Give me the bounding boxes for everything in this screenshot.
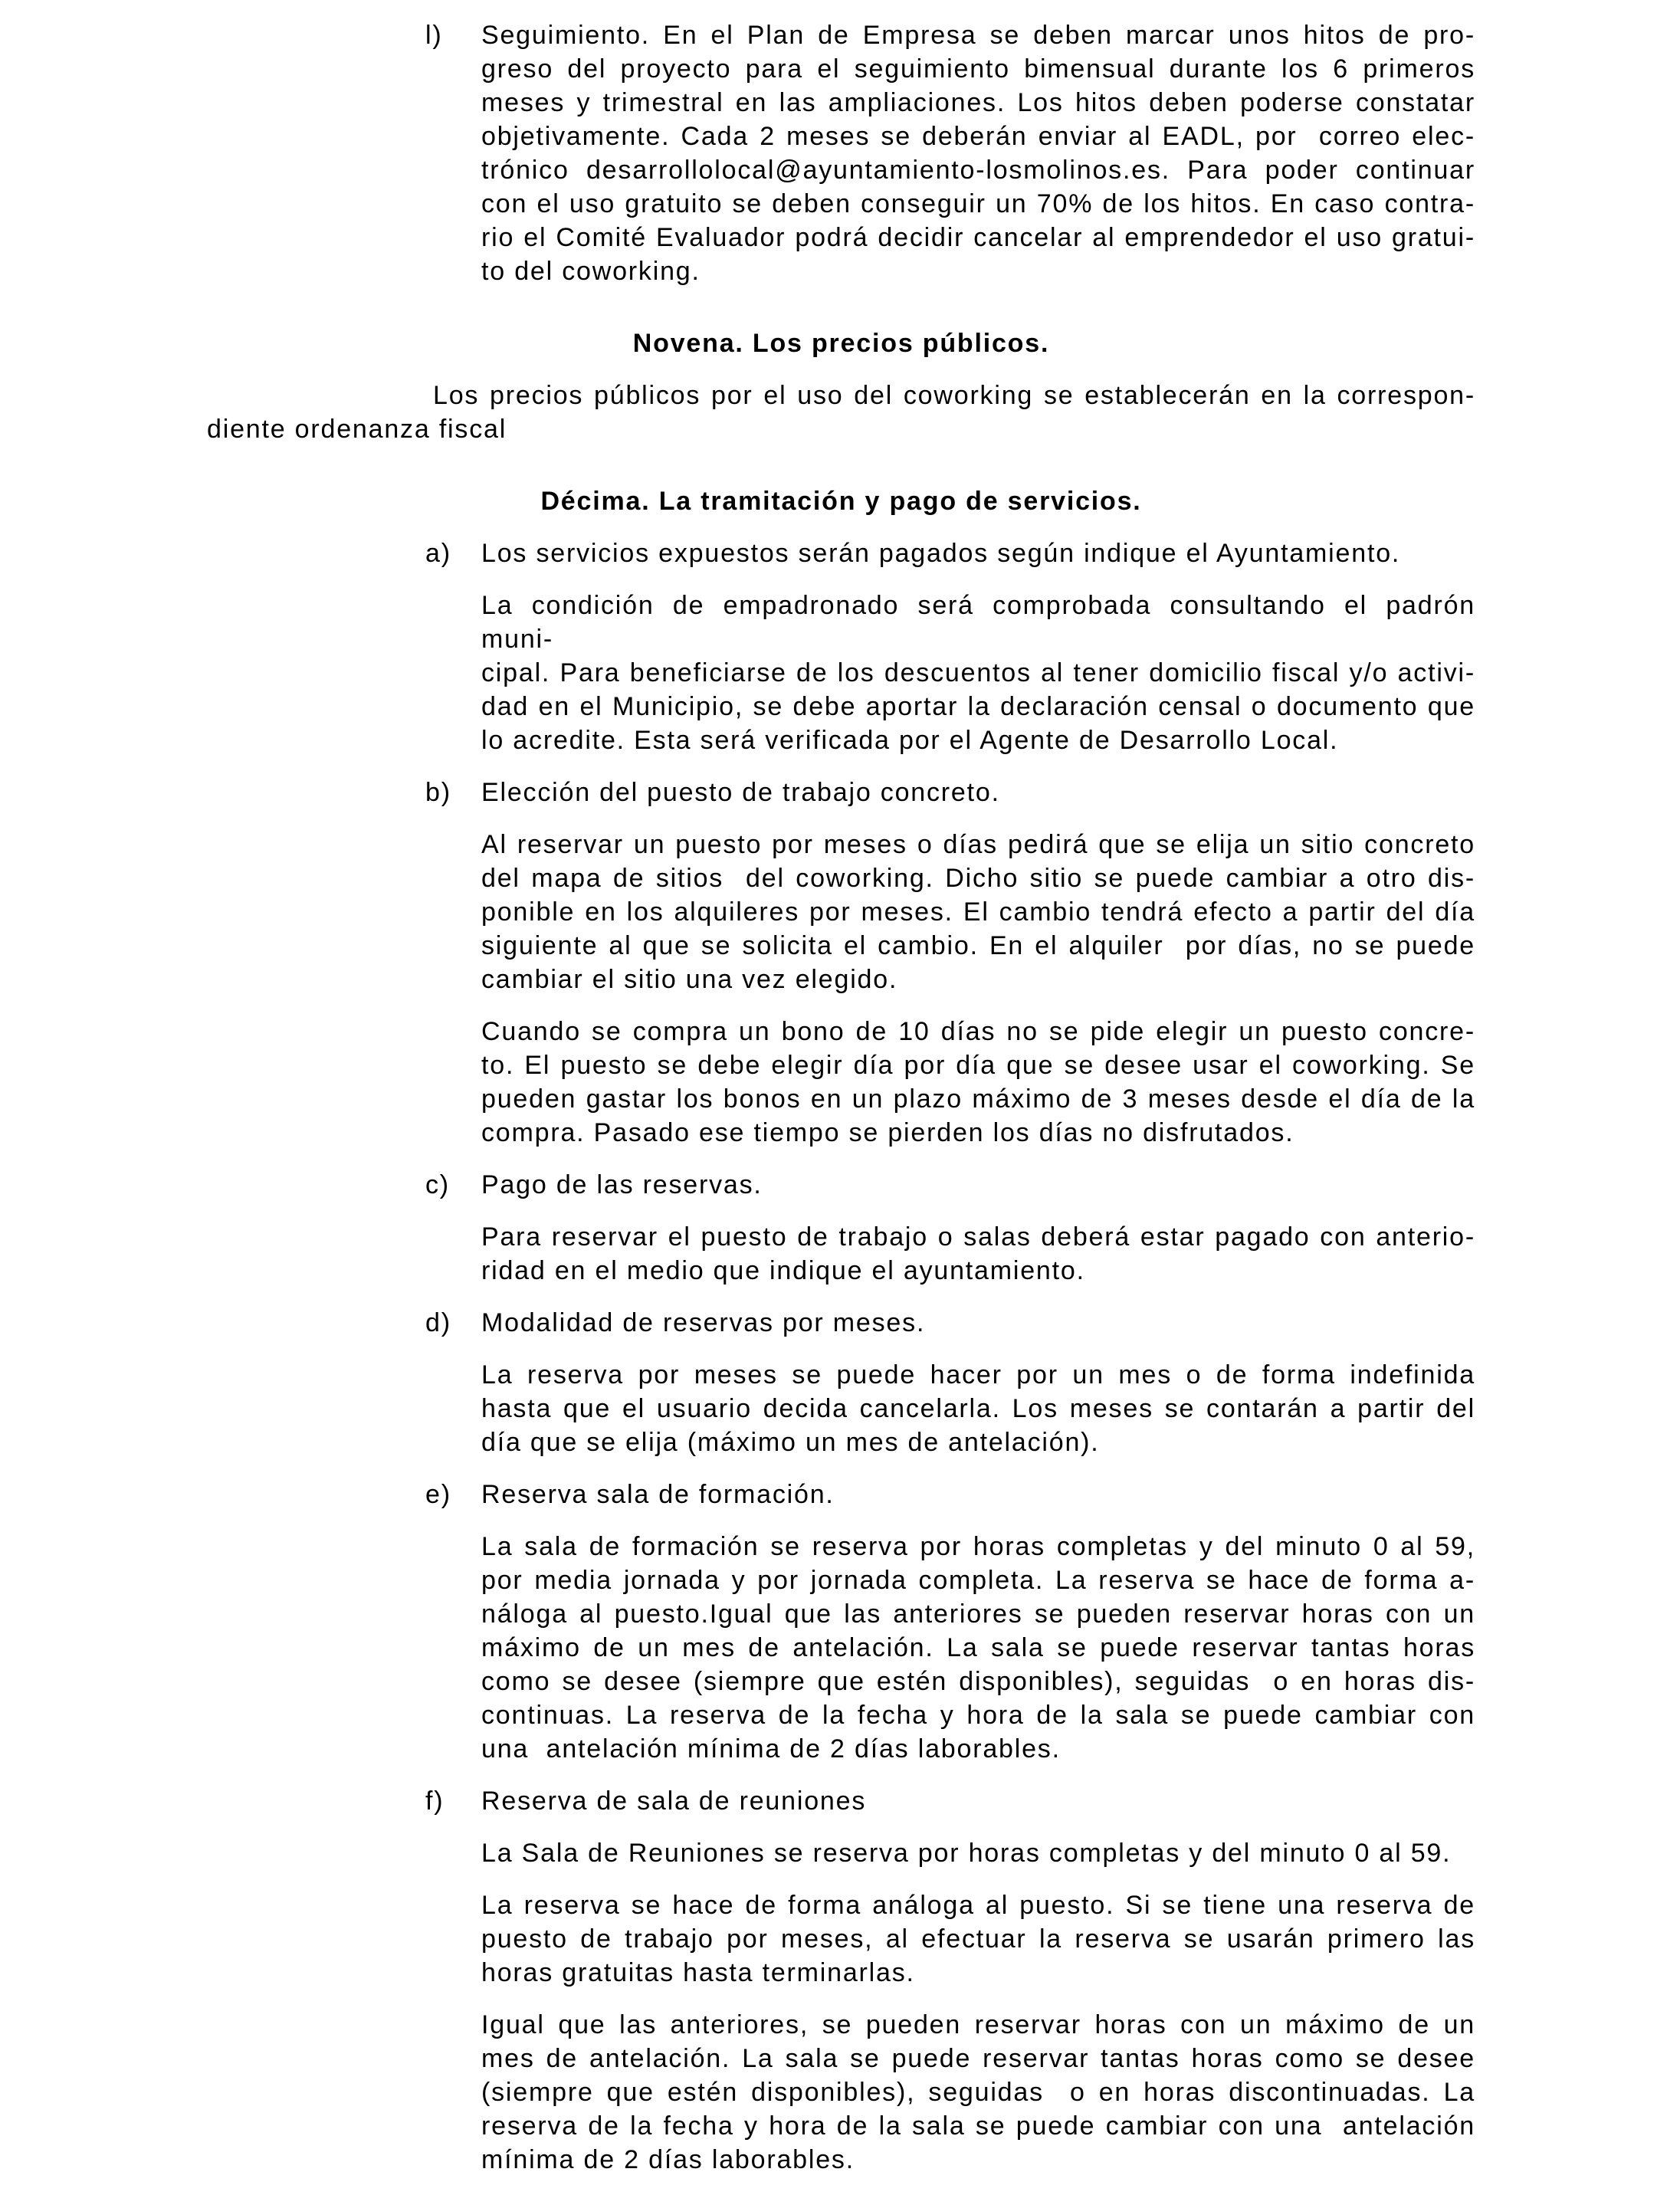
text-line: pueden gastar los bonos en un plazo máximo de 3 meses desde el día de la [481, 1084, 1475, 1114]
text-line: horas gratuitas hasta terminarlas. [481, 1958, 915, 1987]
clause-f-paragraph-2 [207, 1888, 1475, 1990]
list-marker: e) [425, 1480, 451, 1509]
paragraph-precios-publicos [207, 379, 1475, 446]
text-line: Modalidad de reservas por meses. [481, 1308, 926, 1337]
paragraph-lines [481, 2008, 1475, 2177]
paragraph-lines [481, 1836, 1475, 1870]
paragraph-lines [481, 1306, 1475, 1340]
clause-a [207, 536, 1475, 570]
text-line: La sala de formación se reserva por horas completas y del minuto 0 al 59, [481, 1532, 1475, 1561]
text-line: Cuando se compra un bono de 10 días no se pide elegir un puesto concre- [481, 1017, 1475, 1046]
text-line: por media jornada y por jornada completa. La reserva se hace de forma a- [481, 1566, 1475, 1595]
list-marker: l) [425, 21, 443, 50]
text-line: Elección del puesto de trabajo concreto. [481, 778, 1000, 807]
text-line: Al reservar un puesto por meses o días pedirá que se elija un sitio concreto [481, 830, 1475, 859]
clause-a-paragraph [207, 589, 1485, 757]
text-line: (siempre que estén disponibles), seguidas o en horas discontinuadas. La [481, 2078, 1475, 2107]
paragraph-lines [481, 589, 1485, 757]
text-line: ridad en el medio que indique el ayuntamiento. [481, 1256, 1085, 1285]
text-line: máximo de un mes de antelación. La sala se puede reservar tantas horas [481, 1633, 1475, 1662]
text-line: La Sala de Reuniones se reserva por horas completas y del minuto 0 al 59. [481, 1839, 1452, 1868]
clause-c [207, 1168, 1475, 1202]
text-line: puesto de trabajo por meses, al efectuar la reserva se usarán primero las [481, 1924, 1475, 1954]
paragraph-lines [481, 1530, 1475, 1766]
text-line: con el uso gratuito se deben conseguir un 70% de los hitos. En caso contra- [481, 189, 1475, 218]
text-line: La condición de empadronado será comprobada consultando el padrón muni- [481, 591, 1485, 654]
clause-f-paragraph-3 [207, 2008, 1475, 2177]
text-line: reserva de la fecha y hora de la sala se puede cambiar con una antelación [481, 2111, 1475, 2141]
text-line: dad en el Municipio, se debe aportar la declaración censal o documento que [481, 692, 1475, 721]
text-line: día que se elija (máximo un mes de antelación). [481, 1428, 1100, 1457]
text-line: ponible en los alquileres por meses. El cambio tendrá efecto a partir del día [481, 897, 1475, 927]
text-line: diente ordenanza fiscal [207, 415, 507, 444]
text-line: Los precios públicos por el uso del coworking se establecerán en la correspon- [433, 381, 1475, 410]
clause-d [207, 1306, 1475, 1340]
text-line: trónico desarrollolocal@ayuntamiento-losmolinos.es. Para poder continuar [481, 156, 1475, 185]
clause-e [207, 1478, 1475, 1511]
text-line: siguiente al que se solicita el cambio. En el alquiler por días, no se puede [481, 931, 1475, 960]
clause-f [207, 1784, 1475, 1818]
heading-novena: Novena. Los precios públicos. [632, 329, 1050, 358]
text-line: rio el Comité Evaluador podrá decidir cancelar al emprendedor el uso gratui- [481, 223, 1475, 252]
paragraph-lines [481, 536, 1475, 570]
clause-l [207, 18, 1475, 288]
list-marker: a) [425, 539, 451, 568]
clause-b-paragraph-2 [207, 1015, 1475, 1150]
text-line: mínima de 2 días laborables. [481, 2145, 855, 2174]
list-marker: c) [425, 1170, 450, 1199]
clause-e-paragraph [207, 1530, 1475, 1766]
text-line: Para reservar el puesto de trabajo o salas deberá estar pagado con anterio- [481, 1222, 1475, 1252]
text-line: hasta que el usuario decida cancelarla. Los meses se contarán a partir del [481, 1394, 1475, 1423]
text-line: Reserva de sala de reuniones [481, 1787, 867, 1816]
text-line: La reserva por meses se puede hacer por un mes o de forma indefinida [481, 1360, 1475, 1390]
paragraph-lines [481, 776, 1475, 809]
text-line: to del coworking. [481, 257, 701, 286]
text-line: meses y trimestral en las ampliaciones. Los hitos deben poderse constatar [481, 88, 1475, 117]
list-marker: d) [425, 1308, 451, 1337]
paragraph-lines [481, 1784, 1475, 1818]
text-line: una antelación mínima de 2 días laborables. [481, 1734, 1061, 1764]
paragraph-lines [481, 1888, 1475, 1990]
text-line: Seguimiento. En el Plan de Empresa se deben marcar unos hitos de pro- [481, 21, 1475, 50]
text-line: compra. Pasado ese tiempo se pierden los días no disfrutados. [481, 1118, 1294, 1147]
paragraph-lines [207, 379, 1475, 446]
paragraph-lines [481, 18, 1475, 288]
heading-decima: Décima. La tramitación y pago de servicios. [540, 487, 1142, 516]
text-line: Igual que las anteriores, se pueden reservar horas con un máximo de un [481, 2010, 1475, 2039]
paragraph-lines [481, 1358, 1475, 1459]
clause-b [207, 776, 1475, 809]
text-line: to. El puesto se debe elegir día por día que se desee usar el coworking. Se [481, 1051, 1475, 1080]
text-line: mes de antelación. La sala se puede reservar tantas horas como se desee [481, 2044, 1475, 2073]
list-marker: b) [425, 778, 451, 807]
paragraph-lines [481, 1015, 1475, 1150]
text-line: greso del proyecto para el seguimiento bimensual durante los 6 primeros [481, 54, 1475, 84]
text-line: objetivamente. Cada 2 meses se deberán enviar al EADL, por correo elec- [481, 122, 1475, 151]
paragraph-lines [481, 1168, 1475, 1202]
text-line: La reserva se hace de forma análoga al puesto. Si se tiene una reserva de [481, 1891, 1475, 1920]
list-marker: f) [425, 1787, 445, 1816]
paragraph-lines [481, 1220, 1475, 1288]
text-line: náloga al puesto.Igual que las anteriores se pueden reservar horas con un [481, 1599, 1475, 1629]
paragraph-lines [481, 1478, 1475, 1511]
text-line: Reserva sala de formación. [481, 1480, 835, 1509]
text-line: Los servicios expuestos serán pagados según indique el Ayuntamiento. [481, 539, 1401, 568]
text-line: como se desee (siempre que estén disponibles), seguidas o en horas dis- [481, 1667, 1475, 1696]
clause-d-paragraph [207, 1358, 1475, 1459]
clause-c-paragraph [207, 1220, 1475, 1288]
clause-f-paragraph-1 [207, 1836, 1475, 1870]
text-line: continuas. La reserva de la fecha y hora de la sala se puede cambiar con [481, 1701, 1475, 1730]
text-line: del mapa de sitios del coworking. Dicho sitio se puede cambiar a otro dis- [481, 864, 1475, 893]
text-line: cipal. Para beneficiarse de los descuentos al tener domicilio fiscal y/o activi- [481, 658, 1475, 687]
text-line: cambiar el sitio una vez elegido. [481, 965, 898, 994]
paragraph-lines [481, 828, 1475, 996]
text-line: Pago de las reservas. [481, 1170, 763, 1199]
clause-b-paragraph-1 [207, 828, 1475, 996]
text-line: lo acredite. Esta será verificada por el Agente de Desarrollo Local. [481, 726, 1339, 755]
